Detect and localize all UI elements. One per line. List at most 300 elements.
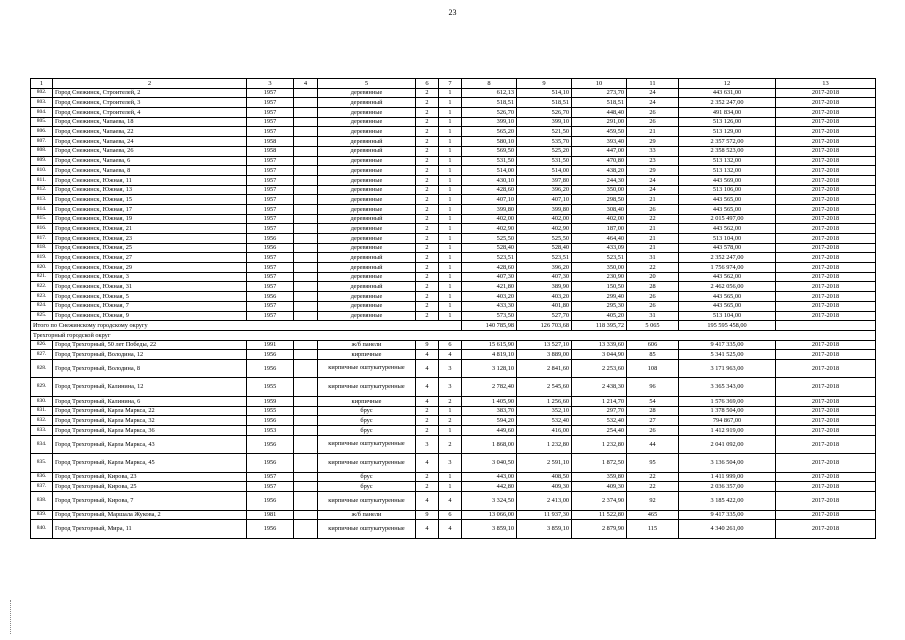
year-cell: 1957 — [247, 214, 294, 224]
wall-material-cell: брус — [318, 416, 416, 426]
table-row — [31, 88, 876, 98]
column-number-cell: 9 — [517, 79, 572, 89]
living-area-cell: 525,50 — [517, 234, 572, 244]
wall-material-cell: кирпичные оштукатуренные — [318, 359, 416, 378]
living-area-cell: 397,80 — [517, 175, 572, 185]
housing-register-table — [30, 78, 876, 539]
wall-material-cell: ж/б панели — [318, 340, 416, 350]
row-number-cell: 819. — [31, 253, 53, 263]
cost-cell: 3 171 963,00 — [679, 359, 776, 378]
period-cell: 2017-2018 — [776, 108, 876, 118]
entrances-cell: 3 — [439, 454, 462, 473]
living-area-cell: 396,20 — [517, 185, 572, 195]
floors-cell: 4 — [416, 378, 439, 397]
row-number-cell: 838. — [31, 492, 53, 511]
column-number-cell: 7 — [439, 79, 462, 89]
column-4-cell — [294, 482, 318, 492]
year-cell: 1959 — [247, 396, 294, 406]
entrances-cell: 1 — [439, 263, 462, 273]
floors-cell: 2 — [416, 175, 439, 185]
address-cell: Город Трехгорный, Кирова, 23 — [53, 472, 247, 482]
residents-cell: 26 — [627, 292, 679, 302]
living-area-cell: 518,51 — [517, 98, 572, 108]
column-4-cell — [294, 272, 318, 282]
year-cell: 1956 — [247, 435, 294, 454]
cost-cell: 443 562,00 — [679, 224, 776, 234]
row-number-cell: 804. — [31, 108, 53, 118]
floors-cell: 2 — [416, 416, 439, 426]
row-number-cell: 812. — [31, 185, 53, 195]
cost-cell: 9 417 335,00 — [679, 340, 776, 350]
cost-cell: 443 631,00 — [679, 88, 776, 98]
floors-cell: 2 — [416, 482, 439, 492]
column-4-cell — [294, 127, 318, 137]
table-row — [31, 108, 876, 118]
period-cell: 2017-2018 — [776, 166, 876, 176]
period-cell: 2017-2018 — [776, 175, 876, 185]
column-number-cell: 1 — [31, 79, 53, 89]
area-cell: 1 214,70 — [572, 396, 627, 406]
wall-material-cell: деревянные — [318, 292, 416, 302]
column-4-cell — [294, 396, 318, 406]
residents-cell: 29 — [627, 166, 679, 176]
address-cell: Город Трехгорный, Карла Маркса, 36 — [53, 426, 247, 436]
wall-material-cell: кирпичные оштукатуренные — [318, 454, 416, 473]
year-cell: 1956 — [247, 416, 294, 426]
table-row — [31, 243, 876, 253]
year-cell: 1957 — [247, 88, 294, 98]
area-cell: 244,30 — [572, 175, 627, 185]
area-cell: 11 522,80 — [572, 510, 627, 520]
living-area-cell: 402,90 — [517, 224, 572, 234]
year-cell: 1956 — [247, 492, 294, 511]
year-cell: 1957 — [247, 311, 294, 321]
residents-cell: 22 — [627, 482, 679, 492]
total-area-cell: 565,20 — [462, 127, 517, 137]
wall-material-cell: кирпичные оштукатуренные — [318, 520, 416, 539]
period-cell: 2017-2018 — [776, 195, 876, 205]
living-area-cell: 3 859,10 — [517, 520, 572, 539]
row-number-cell: 817. — [31, 234, 53, 244]
area-cell: 150,50 — [572, 282, 627, 292]
floors-cell: 2 — [416, 224, 439, 234]
total-cost-cell: 195 595 458,00 — [679, 321, 776, 331]
residents-cell: 21 — [627, 127, 679, 137]
area-cell: 518,51 — [572, 98, 627, 108]
area-cell: 359,80 — [572, 472, 627, 482]
year-cell: 1957 — [247, 175, 294, 185]
residents-cell: 33 — [627, 146, 679, 156]
year-cell: 1956 — [247, 292, 294, 302]
entrances-cell: 1 — [439, 234, 462, 244]
cost-cell: 9 417 335,00 — [679, 510, 776, 520]
total-area-cell: 402,00 — [462, 214, 517, 224]
wall-material-cell: деревянный — [318, 137, 416, 147]
residents-cell: 27 — [627, 416, 679, 426]
area-cell: 299,40 — [572, 292, 627, 302]
residents-cell: 95 — [627, 454, 679, 473]
row-number-cell: 836. — [31, 472, 53, 482]
total-area-cell: 442,80 — [462, 482, 517, 492]
entrances-cell: 1 — [439, 472, 462, 482]
floors-cell: 2 — [416, 282, 439, 292]
table-row — [31, 234, 876, 244]
row-number-cell: 806. — [31, 127, 53, 137]
living-area-cell: 526,70 — [517, 108, 572, 118]
total-area-cell: 428,60 — [462, 263, 517, 273]
year-cell: 1957 — [247, 127, 294, 137]
row-number-cell: 837. — [31, 482, 53, 492]
table-row — [31, 166, 876, 176]
total-area-cell: 526,70 — [462, 108, 517, 118]
floors-cell: 4 — [416, 492, 439, 511]
living-area-cell: 407,10 — [517, 195, 572, 205]
entrances-cell: 1 — [439, 272, 462, 282]
total-area-cell: 443,00 — [462, 472, 517, 482]
address-cell: Город Снежинск, Южная, 27 — [53, 253, 247, 263]
column-4-cell — [294, 137, 318, 147]
column-4-cell — [294, 510, 318, 520]
residents-cell: 606 — [627, 340, 679, 350]
residents-cell: 96 — [627, 378, 679, 397]
total-area-cell: 525,50 — [462, 234, 517, 244]
period-cell: 2017-2018 — [776, 311, 876, 321]
cost-cell: 443 565,00 — [679, 301, 776, 311]
living-area-cell: 514,10 — [517, 88, 572, 98]
residents-cell: 115 — [627, 520, 679, 539]
row-number-cell: 832. — [31, 416, 53, 426]
year-cell: 1957 — [247, 185, 294, 195]
table-row — [31, 378, 876, 397]
entrances-cell: 3 — [439, 378, 462, 397]
total-area-cell: 514,00 — [462, 166, 517, 176]
row-number-cell: 831. — [31, 406, 53, 416]
floors-cell: 2 — [416, 214, 439, 224]
row-number-cell: 822. — [31, 282, 53, 292]
period-cell: 2017-2018 — [776, 234, 876, 244]
period-cell: 2017-2018 — [776, 263, 876, 273]
address-cell: Город Снежинск, Южная, 3 — [53, 272, 247, 282]
cost-cell: 1 756 974,00 — [679, 263, 776, 273]
cost-cell: 513 104,00 — [679, 311, 776, 321]
year-cell: 1957 — [247, 224, 294, 234]
wall-material-cell: деревянные — [318, 117, 416, 127]
residents-cell: 22 — [627, 472, 679, 482]
column-4-cell — [294, 108, 318, 118]
total-area-cell: 140 785,98 — [462, 321, 517, 331]
scan-margin-mark — [10, 600, 12, 634]
living-area-cell: 523,51 — [517, 253, 572, 263]
section-header-row — [31, 330, 876, 340]
total-area-cell: 383,70 — [462, 406, 517, 416]
period-cell: 2017-2018 — [776, 224, 876, 234]
area-cell: 297,70 — [572, 406, 627, 416]
residents-cell: 85 — [627, 350, 679, 360]
period-cell: 2017-2018 — [776, 510, 876, 520]
floors-cell: 2 — [416, 263, 439, 273]
year-cell: 1957 — [247, 263, 294, 273]
total-area-cell: 430,10 — [462, 175, 517, 185]
area-cell: 433,09 — [572, 243, 627, 253]
residents-cell: 31 — [627, 253, 679, 263]
period-cell: 2017-2018 — [776, 156, 876, 166]
address-cell: Город Снежинск, Южная, 29 — [53, 263, 247, 273]
total-area-cell: 13 066,00 — [462, 510, 517, 520]
column-4-cell — [294, 406, 318, 416]
residents-cell: 26 — [627, 108, 679, 118]
period-cell: 2017-2018 — [776, 137, 876, 147]
entrances-cell: 4 — [439, 520, 462, 539]
period-cell: 2017-2018 — [776, 185, 876, 195]
table-row — [31, 472, 876, 482]
living-area-cell: 525,20 — [517, 146, 572, 156]
row-number-cell: 823. — [31, 292, 53, 302]
area-cell: 393,40 — [572, 137, 627, 147]
address-cell: Город Трехгорный, Володина, 8 — [53, 359, 247, 378]
area-cell: 459,50 — [572, 127, 627, 137]
row-number-cell: 830. — [31, 396, 53, 406]
area-cell: 464,40 — [572, 234, 627, 244]
area-cell: 308,40 — [572, 204, 627, 214]
column-4-cell — [294, 416, 318, 426]
area-cell: 2 253,60 — [572, 359, 627, 378]
area-cell: 2 879,90 — [572, 520, 627, 539]
address-cell: Город Трехгорный, Карла Маркса, 45 — [53, 454, 247, 473]
area-cell: 470,80 — [572, 156, 627, 166]
address-cell: Город Снежинск, Строителей, 3 — [53, 98, 247, 108]
residents-cell: 24 — [627, 175, 679, 185]
column-4-cell — [294, 117, 318, 127]
year-cell: 1991 — [247, 340, 294, 350]
entrances-cell: 1 — [439, 117, 462, 127]
cost-cell: 513 104,00 — [679, 234, 776, 244]
row-number-cell: 827. — [31, 350, 53, 360]
cost-cell: 3 185 422,00 — [679, 492, 776, 511]
floors-cell: 9 — [416, 510, 439, 520]
row-number-cell: 826. — [31, 340, 53, 350]
total-area-cell: 3 859,10 — [462, 520, 517, 539]
floors-cell: 2 — [416, 156, 439, 166]
table-row — [31, 350, 876, 360]
year-cell: 1957 — [247, 98, 294, 108]
table-row — [31, 137, 876, 147]
residents-cell: 26 — [627, 204, 679, 214]
entrances-cell: 1 — [439, 406, 462, 416]
entrances-cell: 4 — [439, 350, 462, 360]
table-row — [31, 146, 876, 156]
row-number-cell: 805. — [31, 117, 53, 127]
wall-material-cell: деревянные — [318, 234, 416, 244]
cost-cell: 513 106,00 — [679, 185, 776, 195]
period-cell: 2017-2018 — [776, 426, 876, 436]
residents-cell: 22 — [627, 263, 679, 273]
wall-material-cell: деревянные — [318, 272, 416, 282]
wall-material-cell: деревянные — [318, 156, 416, 166]
period-cell: 2017-2018 — [776, 416, 876, 426]
table-row — [31, 263, 876, 273]
entrances-cell: 1 — [439, 137, 462, 147]
floors-cell: 9 — [416, 340, 439, 350]
area-cell: 350,00 — [572, 263, 627, 273]
wall-material-cell: брус — [318, 482, 416, 492]
wall-material-cell: деревянные — [318, 195, 416, 205]
entrances-cell: 6 — [439, 510, 462, 520]
period-cell: 2017-2018 — [776, 301, 876, 311]
wall-material-cell: деревянные — [318, 175, 416, 185]
period-cell: 2017-2018 — [776, 98, 876, 108]
column-4-cell — [294, 378, 318, 397]
column-4-cell — [294, 350, 318, 360]
cost-cell: 513 129,00 — [679, 127, 776, 137]
total-area-cell: 428,60 — [462, 185, 517, 195]
entrances-cell: 1 — [439, 224, 462, 234]
period-cell: 2017-2018 — [776, 117, 876, 127]
table-row — [31, 282, 876, 292]
living-area-cell: 401,80 — [517, 301, 572, 311]
living-area-cell: 535,70 — [517, 137, 572, 147]
wall-material-cell: деревянные — [318, 204, 416, 214]
floors-cell: 2 — [416, 243, 439, 253]
floors-cell: 2 — [416, 195, 439, 205]
floors-cell: 2 — [416, 108, 439, 118]
column-number-cell: 11 — [627, 79, 679, 89]
cost-cell: 2 015 497,00 — [679, 214, 776, 224]
table-row — [31, 204, 876, 214]
total-area-cell: 407,30 — [462, 272, 517, 282]
total-area-cell: 399,10 — [462, 117, 517, 127]
period-cell: 2017-2018 — [776, 359, 876, 378]
row-number-cell: 839. — [31, 510, 53, 520]
entrances-cell: 1 — [439, 166, 462, 176]
floors-cell: 2 — [416, 146, 439, 156]
entrances-cell: 1 — [439, 88, 462, 98]
address-cell: Город Снежинск, Южная, 7 — [53, 301, 247, 311]
column-4-cell — [294, 253, 318, 263]
wall-material-cell: кирпичные оштукатуренные — [318, 435, 416, 454]
year-cell: 1957 — [247, 253, 294, 263]
column-4-cell — [294, 243, 318, 253]
address-cell: Город Трехгорный, Калинина, 12 — [53, 378, 247, 397]
row-number-cell: 821. — [31, 272, 53, 282]
period-cell: 2017-2018 — [776, 378, 876, 397]
year-cell: 1956 — [247, 359, 294, 378]
wall-material-cell: деревянные — [318, 224, 416, 234]
floors-cell: 2 — [416, 311, 439, 321]
living-area-cell: 389,90 — [517, 282, 572, 292]
living-area-cell: 11 937,30 — [517, 510, 572, 520]
residents-cell: 29 — [627, 137, 679, 147]
total-area-cell: 594,20 — [462, 416, 517, 426]
total-area-cell: 580,10 — [462, 137, 517, 147]
living-area-cell: 409,30 — [517, 482, 572, 492]
row-number-cell: 807. — [31, 137, 53, 147]
floors-cell: 2 — [416, 137, 439, 147]
total-living-area-cell: 126 703,68 — [517, 321, 572, 331]
total-area-cell: 518,51 — [462, 98, 517, 108]
period-cell: 2017-2018 — [776, 406, 876, 416]
column-number-cell: 3 — [247, 79, 294, 89]
period-cell: 2017-2018 — [776, 253, 876, 263]
address-cell: Город Снежинск, Южная, 31 — [53, 282, 247, 292]
column-4-cell — [294, 224, 318, 234]
entrances-cell: 1 — [439, 108, 462, 118]
entrances-cell: 1 — [439, 175, 462, 185]
total-area-cell: 449,60 — [462, 426, 517, 436]
address-cell: Город Снежинск, Чапаева, 8 — [53, 166, 247, 176]
cost-cell: 2 358 523,00 — [679, 146, 776, 156]
column-4-cell — [294, 234, 318, 244]
wall-material-cell: деревянные — [318, 243, 416, 253]
table-row — [31, 520, 876, 539]
table-row — [31, 416, 876, 426]
total-area-cell: 531,50 — [462, 156, 517, 166]
residents-cell: 465 — [627, 510, 679, 520]
wall-material-cell: брус — [318, 426, 416, 436]
entrances-cell: 1 — [439, 243, 462, 253]
column-4-cell — [294, 282, 318, 292]
cost-cell: 513 132,00 — [679, 156, 776, 166]
residents-cell: 24 — [627, 88, 679, 98]
row-number-cell: 811. — [31, 175, 53, 185]
column-4-cell — [294, 435, 318, 454]
row-number-cell: 828. — [31, 359, 53, 378]
wall-material-cell: деревянный — [318, 214, 416, 224]
area-cell: 523,51 — [572, 253, 627, 263]
total-area-cell: 569,50 — [462, 146, 517, 156]
entrances-cell: 1 — [439, 98, 462, 108]
floors-cell: 2 — [416, 301, 439, 311]
living-area-cell: 402,00 — [517, 214, 572, 224]
table-row — [31, 426, 876, 436]
floors-cell: 4 — [416, 520, 439, 539]
total-area-cell: 523,51 — [462, 253, 517, 263]
total-area-cell: 433,30 — [462, 301, 517, 311]
column-4-cell — [294, 492, 318, 511]
column-4-cell — [294, 195, 318, 205]
column-4-cell — [294, 166, 318, 176]
row-number-cell: 803. — [31, 98, 53, 108]
floors-cell: 2 — [416, 117, 439, 127]
residents-cell: 21 — [627, 224, 679, 234]
cost-cell: 5 341 525,00 — [679, 350, 776, 360]
total-area-cell: 3 128,10 — [462, 359, 517, 378]
table-row — [31, 175, 876, 185]
row-number-cell: 810. — [31, 166, 53, 176]
column-4-cell — [294, 204, 318, 214]
wall-material-cell: деревянный — [318, 282, 416, 292]
address-cell: Город Трехгорный, Кирова, 25 — [53, 482, 247, 492]
cost-cell: 1 411 999,00 — [679, 472, 776, 482]
living-area-cell: 396,20 — [517, 263, 572, 273]
column-4-cell — [294, 292, 318, 302]
address-cell: Город Трехгорный, Мира, 11 — [53, 520, 247, 539]
floors-cell: 4 — [416, 454, 439, 473]
table-row — [31, 406, 876, 416]
table-row — [31, 340, 876, 350]
row-number-cell: 824. — [31, 301, 53, 311]
living-area-cell: 399,80 — [517, 204, 572, 214]
year-cell: 1955 — [247, 406, 294, 416]
wall-material-cell: деревянные — [318, 127, 416, 137]
table-row — [31, 292, 876, 302]
living-area-cell: 2 591,10 — [517, 454, 572, 473]
floors-cell: 4 — [416, 359, 439, 378]
total-area-cell: 3 324,50 — [462, 492, 517, 511]
entrances-cell: 1 — [439, 282, 462, 292]
table-row — [31, 359, 876, 378]
wall-material-cell: деревянный — [318, 263, 416, 273]
floors-cell: 2 — [416, 234, 439, 244]
